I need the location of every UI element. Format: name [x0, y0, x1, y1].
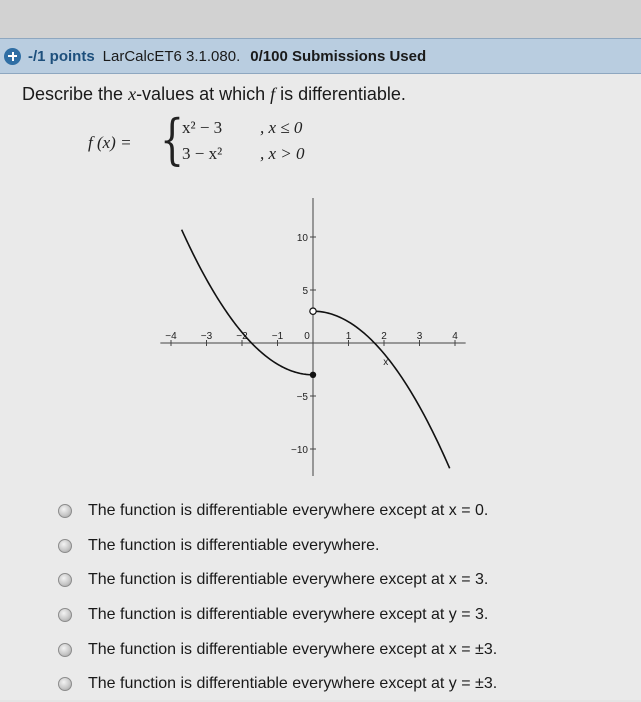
question-header [0, 38, 641, 74]
y-tick-label: 10 [296, 233, 308, 244]
function-graph [150, 190, 470, 485]
points-label: -/1 points [28, 47, 95, 65]
question-suffix: is differentiable. [275, 84, 406, 104]
top-strip [0, 0, 641, 38]
option-label: The function is differentiable everywhere except at y = 3. [88, 606, 489, 624]
open-endpoint [310, 308, 316, 314]
radio-button[interactable] [58, 539, 72, 553]
question-text [22, 84, 406, 105]
answer-option[interactable] [58, 494, 497, 529]
x-tick-label: −3 [200, 331, 213, 342]
radio-button[interactable] [58, 643, 72, 657]
x-tick-label: 0 [304, 331, 310, 342]
x-tick-label: −1 [271, 331, 284, 342]
question-fn: f [270, 84, 276, 104]
y-tick-label: −5 [296, 392, 308, 403]
formula-cond-1: , x ≤ 0 [260, 118, 303, 137]
x-tick-label: 3 [416, 331, 423, 342]
x-axis-label: x [383, 357, 389, 368]
formula-case-2: 3 − x² [182, 144, 223, 163]
problem-id: LarCalcET6 3.1.080. [102, 47, 241, 65]
radio-button[interactable] [58, 573, 72, 587]
question-var: x [128, 84, 137, 104]
closed-endpoint [310, 372, 316, 378]
answer-option[interactable] [58, 667, 497, 702]
piecewise-formula [88, 108, 348, 172]
answer-option[interactable] [58, 598, 497, 633]
x-tick-label: 2 [381, 331, 387, 342]
formula-cond-2: , x > 0 [260, 144, 305, 163]
option-label: The function is differentiable everywhere except at x = ±3. [88, 640, 498, 658]
x-tick-label: 1 [345, 331, 352, 342]
x-tick-label: −4 [165, 331, 177, 342]
question-prefix: Describe the [22, 84, 129, 104]
option-label: The function is differentiable everywhere except at y = ±3. [88, 675, 498, 693]
option-label: The function is differentiable everywhere except at x = 3. [88, 571, 489, 589]
option-label: The function is differentiable everywhere except at x = 0. [88, 502, 489, 520]
radio-button[interactable] [58, 608, 72, 622]
answer-option[interactable] [58, 529, 497, 564]
formula-label: f (x) = [88, 133, 132, 152]
formula-brace: { [160, 108, 185, 171]
option-label: The function is differentiable everywhere. [88, 536, 380, 554]
formula-case-1: x² − 3 [182, 118, 223, 137]
curve-left-piece [182, 230, 313, 375]
question-middle: -values at which [136, 84, 271, 104]
radio-button[interactable] [58, 504, 72, 518]
answer-options [58, 494, 497, 702]
y-tick-label: −10 [291, 445, 308, 456]
y-tick-label: 5 [302, 286, 308, 297]
answer-option[interactable] [58, 563, 497, 598]
radio-button[interactable] [58, 677, 72, 691]
x-tick-label: −2 [236, 331, 248, 342]
answer-option[interactable] [58, 632, 497, 667]
x-tick-label: 4 [452, 331, 458, 342]
expand-plus-icon[interactable] [4, 48, 21, 65]
submissions-count: 0/100 Submissions Used [250, 47, 427, 65]
